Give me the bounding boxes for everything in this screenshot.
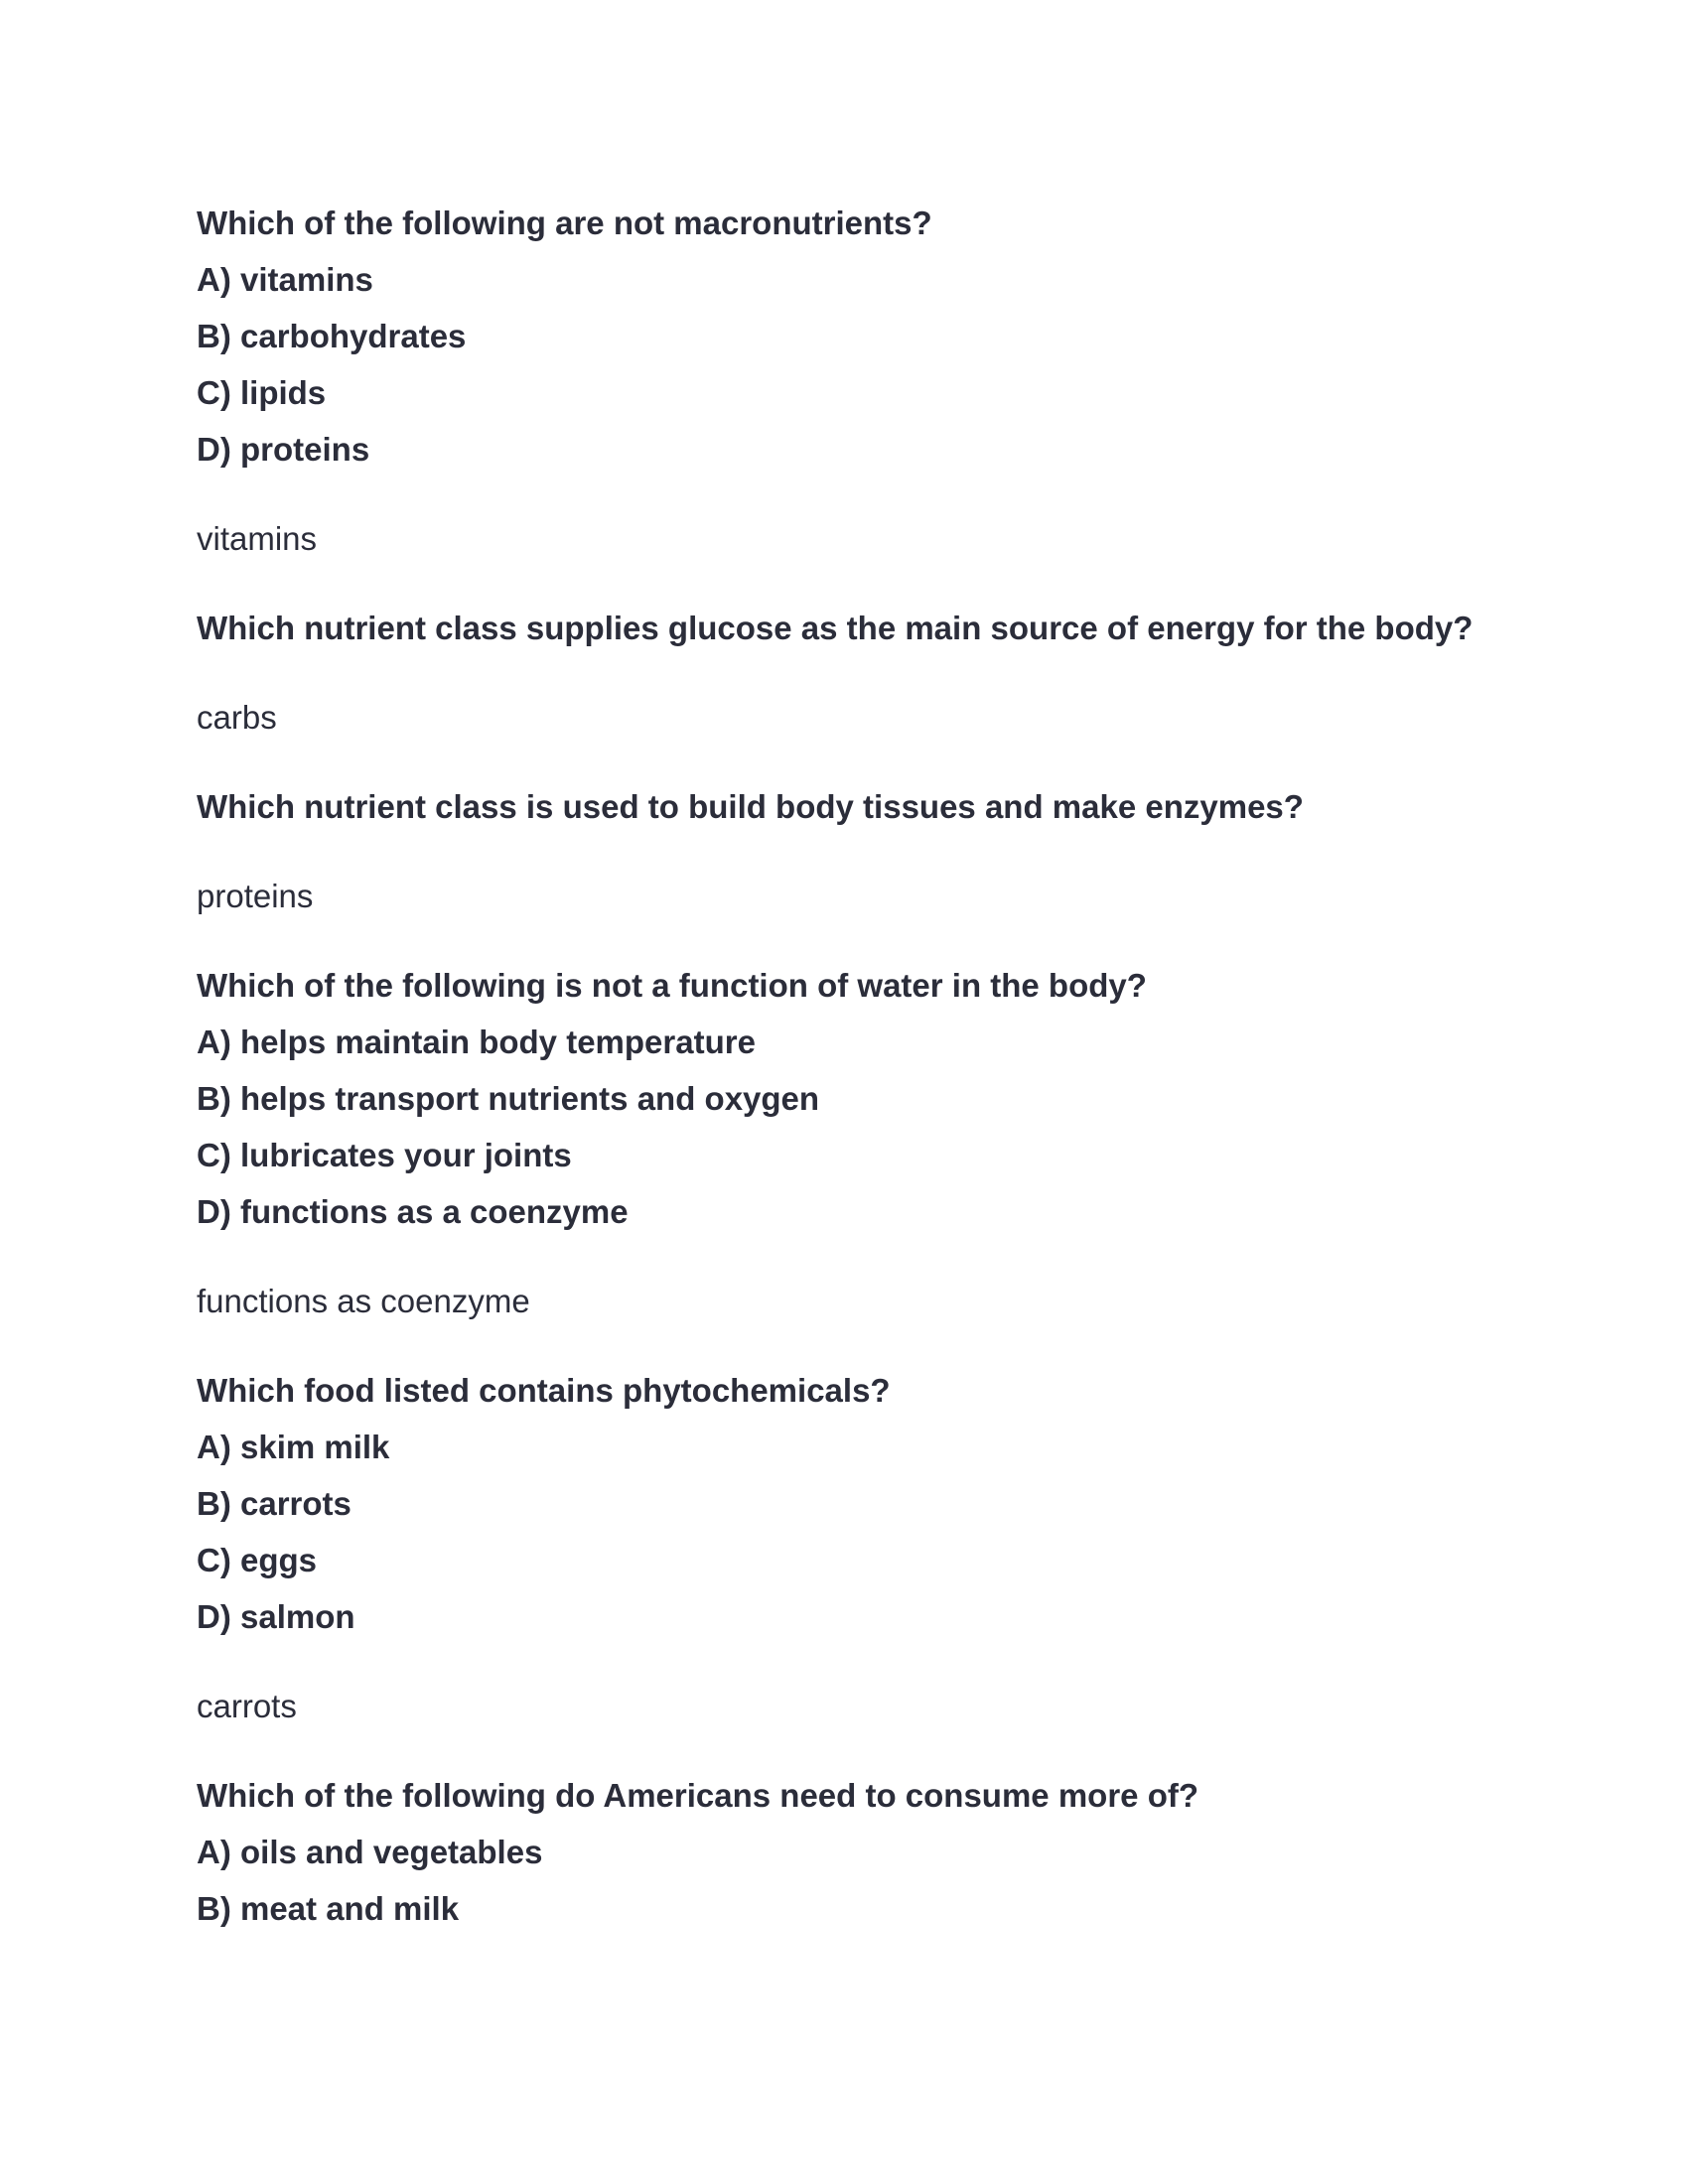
question-block	[197, 1362, 1507, 1734]
option-a: A) helps maintain body temperature	[197, 1024, 756, 1060]
option-d: D) proteins	[197, 431, 370, 468]
option-a: A) vitamins	[197, 261, 373, 298]
option-c: C) eggs	[197, 1542, 318, 1578]
question-text: Which of the following do Americans need to consume more of?	[197, 1777, 1198, 1814]
question-text: Which of the following is not a function of water in the body?	[197, 967, 1147, 1004]
option-b: B) carrots	[197, 1485, 352, 1522]
question-block	[197, 600, 1507, 746]
option-a: A) oils and vegetables	[197, 1834, 543, 1870]
answer-text: carrots	[197, 1688, 297, 1724]
option-c: C) lubricates your joints	[197, 1137, 572, 1173]
question-text: Which nutrient class supplies glucose as the main source of energy for the body?	[197, 610, 1474, 646]
quiz-document	[197, 195, 1507, 1937]
option-c: C) lipids	[197, 374, 327, 411]
option-b: B) carbohydrates	[197, 318, 467, 354]
option-a: A) skim milk	[197, 1429, 390, 1465]
question-text: Which food listed contains phytochemicals?	[197, 1372, 891, 1409]
option-d: D) salmon	[197, 1598, 355, 1635]
question-block	[197, 195, 1507, 567]
answer-text: carbs	[197, 699, 277, 736]
answer-text: proteins	[197, 878, 314, 914]
option-b: B) meat and milk	[197, 1890, 460, 1927]
question-block	[197, 778, 1507, 924]
option-d: D) functions as a coenzyme	[197, 1193, 629, 1230]
answer-text: functions as coenzyme	[197, 1283, 530, 1319]
question-block	[197, 957, 1507, 1329]
question-block	[197, 1767, 1507, 1937]
question-text: Which of the following are not macronutrients?	[197, 205, 932, 241]
option-b: B) helps transport nutrients and oxygen	[197, 1080, 820, 1117]
answer-text: vitamins	[197, 520, 318, 557]
question-text: Which nutrient class is used to build body tissues and make enzymes?	[197, 788, 1304, 825]
